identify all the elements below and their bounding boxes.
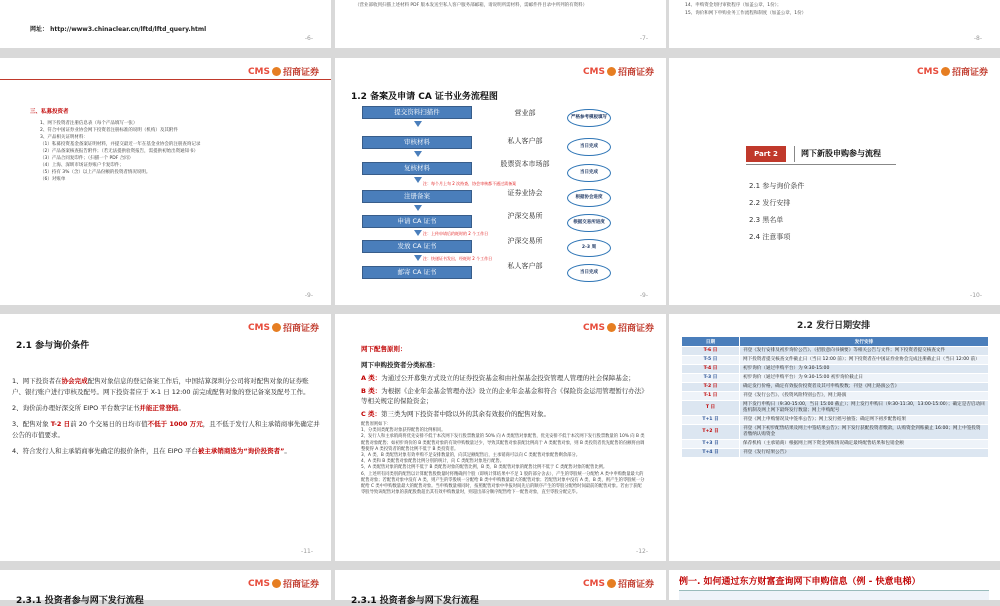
- row-date: T-2 日: [682, 383, 740, 392]
- row-date: T-5 日: [682, 356, 740, 365]
- flow-actor: 沪深交易所: [507, 212, 543, 220]
- brand-logo-icon: [607, 67, 616, 76]
- brand-logo: CMS 招商证券: [582, 322, 654, 334]
- slide-7: [335, 0, 666, 48]
- brand-logo-icon: [607, 323, 616, 332]
- fine-line: 配售原则如下：: [361, 422, 392, 427]
- flow-note: 注：上传申请后约耗时的 2 个工作日: [423, 231, 489, 236]
- fine-line: 6、上述所有同类别的配售以计算配售股数量时将精确到个股（即统计算结果中不足 1 股的部分舍去），产生的零股统一分配给 A 类中申购数量最大的配售对象；若配售对象中没有 A 类，则产生的零股统一分配给 B 类中申购数量最大的配售对象；若配售对象中没有 A 类、B 类，则产生的零股统一分配给 C 类中申购数量最大的配售对象。当申购数量相同时，按照配售对象中申报时间先后的顺序产生的零股分配给时间最前的配售对象。若由于获配零股导致该配售对象的获配股数超出其有效申购数量时，则超出部分顺序配售给下一配售对象，直至零股分配完毕。: [361, 471, 645, 496]
- row-date: T+1 日: [682, 416, 740, 425]
- condition-2: 2、询价前办理好深交所 EIPO 平台数字证书并能正常登陆。: [12, 404, 185, 412]
- table-row: [682, 440, 989, 449]
- fine-line: 3、A 类、B 类配售对象有效申购不足安排数量的，向其足额配售后，主承销商可以向 C 类配售对象配售剩余部分。: [361, 453, 581, 459]
- brand-logo: CMS 招商证券: [247, 322, 319, 334]
- slide-13: [0, 570, 331, 606]
- flow-note: 注：每个月上旬 2 次持查，协会审核都不通过需备案: [423, 181, 517, 186]
- list-item: 14、申购资金划付审批程序（加盖公章，1份）；: [685, 3, 782, 8]
- table-row: [682, 356, 989, 365]
- row-text: 刊登《网上申购情况及中签率公告》；网上发行摇号抽签；确定网下初步配售结果: [740, 416, 989, 425]
- row-text: 刊登《发行安排及初步询价公告》、《招股意向书摘要》等相关公告与文件；网下投资者提交核查文件: [740, 347, 989, 356]
- class-b: B 类：为根据《企业年金基金管理办法》设立的企业年金基金和符合《保险资金运用管理暂行办法》等相关规定的保险资金；: [361, 387, 645, 405]
- brand-logo: CMS 招商证券: [582, 578, 654, 590]
- table-row: [682, 347, 989, 356]
- flow-note: 注：快递证书发出，经耗时 2 个工作日: [423, 256, 493, 261]
- row-text: 网下投资者提交核查文件截止日（当日 12:00 前）；网下投资者在中国证券业协会完成注册截止日（当日 12:00 前）: [740, 356, 989, 365]
- class-a: A 类：为通过公开募集方式设立的证券投资基金和由社保基金投资管理人管理的社会保障基金；: [361, 374, 635, 382]
- condition-1: 1、网下投资者在协会完成配售对象信息的登记备案工作后，中国结算深圳分公司将对配售对象的证券账户、银行账户进行审核及配号。网下投资者应于 X-1 日 12:00 前完成配售对象的登记备案及配号工作。: [12, 377, 310, 396]
- condition-4: 4、符合发行人和主承销商事先确定的报价条件，且在 EIPO 平台被主承销商选为“询价投资者”。: [12, 447, 291, 455]
- page-number: -11-: [301, 548, 313, 555]
- flow-step-mail-ca: 邮寄 CA 证书: [362, 266, 472, 279]
- fine-line: 5、A 类配售对象的配售比例不低于 B 类配售对象的配售比例，B 类、B 类配售对象的配售比例不低于 C 类配售对象的配售比例。: [361, 465, 608, 471]
- row-text: 确定发行价格，确定有效报价投资者及其可申购股数；刊登《网上路演公告》: [740, 383, 989, 392]
- brand-logo-icon: [272, 579, 281, 588]
- fine-line: 1、分类同类配售对象获得配售的比例相同。: [361, 428, 446, 434]
- flow-actor: 证券业协会: [507, 189, 543, 197]
- slide-14: [335, 570, 666, 606]
- slide-title: 2.3.1 投资者参与网下发行流程: [16, 596, 144, 606]
- doc-list: [685, 2, 806, 18]
- row-date: T-4 日: [682, 365, 740, 374]
- conditions-body: [12, 376, 320, 462]
- slide-15: [669, 570, 1000, 600]
- flow-step-recheck: 复核材料: [362, 162, 472, 175]
- list-item: （6）对账单: [40, 177, 66, 182]
- allocation-fine-print: [361, 422, 646, 496]
- table-row: [682, 392, 989, 401]
- flow-duration: 2-3 周: [567, 239, 611, 257]
- section-heading: 三、私募投资者: [30, 109, 69, 115]
- row-date: T+2 日: [682, 425, 740, 440]
- page-number: -8-: [973, 35, 982, 42]
- row-date: T+4 日: [682, 449, 740, 458]
- row-text: 刊登《网下初步配售结果及网上中签结果公告》；网下发行获配投资者缴款，认购资金到账截止 16:00；网上中签投资者缴纳认购资金: [740, 425, 989, 440]
- allocation-heading: 网下配售原则：: [361, 345, 407, 353]
- toc-item[interactable]: 2.2 发行安排: [749, 199, 791, 207]
- screenshot-strip: [679, 590, 989, 600]
- row-text: 初步询价（通过申购平台）为 9:30-15:00 初步询价截止日: [740, 374, 989, 383]
- row-date: T 日: [682, 401, 740, 416]
- flow-step-register: 注册备案: [362, 190, 472, 203]
- flow-arrow-icon: [414, 151, 422, 157]
- material-list: [40, 120, 310, 183]
- table-row: [682, 401, 989, 416]
- page-number: -6-: [304, 35, 313, 42]
- brand-logo: CMS 招商证券: [582, 66, 654, 78]
- flow-duration: 根据协会进度: [567, 189, 611, 207]
- row-date: T+3 日: [682, 440, 740, 449]
- slide-ca-flowchart: [335, 58, 666, 305]
- classification-heading: 网下申购投资者分类标准：: [361, 361, 439, 369]
- flow-step-apply-ca: 申请 CA 证书: [362, 215, 472, 228]
- table-row: [682, 374, 989, 383]
- row-text: 网下发行申购日（9:30-15:00，当日 15:00 截止）；网上发行申购日（9:30-11:30，13:00-15:00）；确定是否启动回拨机制及网上网下最终发行数量；网上申购配号: [740, 401, 989, 416]
- page-number: -9-: [639, 292, 648, 299]
- slide-title: 2.3.1 投资者参与网下发行流程: [351, 596, 479, 606]
- brand-logo-icon: [941, 67, 950, 76]
- list-item: 1、网下投资者注册信息表（每个产品填写一张）: [40, 121, 138, 126]
- flow-step-review: 审核材料: [362, 136, 472, 149]
- page-number: -10-: [970, 292, 982, 299]
- list-item: 3、产品相关证明材料：: [40, 135, 88, 140]
- flow-arrow-icon: [414, 205, 422, 211]
- slide-title: 2.2 发行日期安排: [797, 321, 871, 331]
- flow-step-issue-ca: 发放 CA 证书: [362, 240, 472, 253]
- part-badge: Part 2: [746, 146, 786, 162]
- flow-duration: 当日完成: [567, 264, 611, 282]
- row-text: 刊登《发行结果公告》: [740, 449, 989, 458]
- table-row: [682, 365, 989, 374]
- url-label: 网址：: [30, 26, 49, 33]
- flow-actor: 营业部: [514, 109, 536, 117]
- url-line: [30, 24, 206, 33]
- note-text: （营业部收到扫描上述材料 PDF 版本发送至私人客户服务部邮箱，请说明所需材料，需邮件件目录中所列的有资料）: [355, 3, 588, 8]
- toc-item[interactable]: 2.1 参与询价条件: [749, 182, 805, 190]
- url-link[interactable]: http://www3.chinaclear.cn/lftd/lftd_query.html: [50, 26, 207, 33]
- flow-actor: 私人客户部: [507, 137, 543, 145]
- brand-logo: CMS 招商证券: [916, 66, 988, 78]
- part-title: 网下新股申购参与流程: [794, 146, 881, 162]
- row-text: 初步询价（通过申购平台）为 9:30-15:00: [740, 365, 989, 374]
- list-item: （5）持有 3%（含）以上产品份额的投资者情况说明。: [40, 170, 151, 175]
- list-item: （2）产品备案核查报告附件；（若无法提供验资报告，需提供初始出资通知书）: [40, 149, 199, 154]
- flow-actor: 股票资本市场部: [500, 160, 550, 168]
- table-row: [682, 425, 989, 440]
- page-number: -7-: [639, 35, 648, 42]
- table-row: [682, 383, 989, 392]
- allocation-body: [361, 344, 646, 496]
- page-number: -12-: [636, 548, 648, 555]
- slide-6: [0, 0, 331, 48]
- column-header: 日期: [682, 337, 740, 347]
- table-row: [682, 449, 989, 458]
- fine-line: 2、发行人和主承销商将优先安排不低于本次网下发行股票数量的 50% 向 A 类配售对象配售，优先安排不低于本次网下发行股票数量的 10% 向 B 类配售对象配售；如初步询价的 B 类配售对象的有效申购数量过少，导致其配售对象获配比例高于 A 类配售对象，则 B 类投资者优先配售的份额将由调整使得 A 类投资者的配售比例不低于 B 类投资者。: [361, 434, 645, 452]
- table-row: [682, 416, 989, 425]
- part-underline: [746, 164, 896, 165]
- table-of-contents: [749, 178, 804, 246]
- slide-title: 2.1 参与询价条件: [16, 341, 90, 351]
- list-item: （3）产品合同复印件；（扫描一个 PDF 合同）: [40, 156, 134, 161]
- fine-line: 4、A 类和 B 类配售对象配售比例分别的统计，向 C 类配售对象进行配售。: [361, 459, 505, 465]
- slide-allocation-rules: [335, 314, 666, 561]
- flow-duration: 当日完成: [567, 138, 611, 156]
- list-item: 2、符合中国证券业协会网下投资者注册标准的说明（机构）及其附件: [40, 128, 178, 133]
- flow-duration: 当日完成: [567, 164, 611, 182]
- slide-8: [669, 0, 1000, 48]
- slide-part-2: [669, 58, 1000, 305]
- flow-arrow-icon: [414, 121, 422, 127]
- slide-title: 1.2 备案及申请 CA 证书业务流程图: [351, 92, 498, 102]
- flow-step-submit: 提交资料扫描件: [362, 106, 472, 119]
- slide-title: 例一. 如何通过东方财富查询网下申购信息（例 - 快意电梯）: [679, 577, 921, 587]
- flow-duration: 严格参考模板填写: [567, 109, 611, 127]
- brand-logo: CMS 招商证券: [247, 578, 319, 590]
- slide-issue-schedule: [669, 314, 1000, 561]
- slide-private-investors: [0, 58, 331, 305]
- flow-arrow-icon: [414, 177, 422, 183]
- brand-logo-icon: [607, 579, 616, 588]
- flow-arrow-icon: [414, 255, 422, 261]
- condition-3: 3、配售对象 T-2 日前 20 个交易日的日均市值不低于 1000 万元，且不低于发行人和主承销商事先确定并公告的市值要求。: [12, 420, 320, 439]
- list-item: 15、询价和网下申购业务工作流程和制度（加盖公章，1份）: [685, 11, 807, 16]
- brand-logo-icon: [272, 323, 281, 332]
- flow-actor: 私人客户部: [507, 262, 543, 270]
- header-rule: [0, 79, 331, 80]
- flow-duration: 根据交易所进度: [567, 214, 611, 232]
- brand-logo: CMS 招商证券: [247, 66, 319, 78]
- list-item: （4）上海、深圳市场证券账户卡复印件；: [40, 163, 124, 168]
- toc-item[interactable]: 2.3 黑名单: [749, 216, 784, 224]
- brand-logo-icon: [272, 67, 281, 76]
- row-date: T-1 日: [682, 392, 740, 401]
- page-number: -9-: [304, 292, 313, 299]
- column-header: 发行安排: [740, 337, 989, 347]
- row-text: 刊登《发行公告》、《投资风险特别公告》，网上路演: [740, 392, 989, 401]
- row-date: T-6 日: [682, 347, 740, 356]
- row-text: 保荐机构（主承销商）根据网上网下资金到账情况确定最终配售结果和包销金额: [740, 440, 989, 449]
- schedule-table: [681, 336, 989, 458]
- slide-inquiry-conditions: [0, 314, 331, 561]
- row-date: T-3 日: [682, 374, 740, 383]
- class-c: C 类：第三类为网下投资者中除以外的其余有效报价的配售对象。: [361, 410, 551, 418]
- toc-item[interactable]: 2.4 注意事项: [749, 233, 791, 241]
- list-item: （1）私募投资基金备案证明材料，并提交最近一年在基金业协会的注册查询记录: [40, 142, 201, 147]
- flow-actor: 沪深交易所: [507, 237, 543, 245]
- flow-arrow-icon: [414, 230, 422, 236]
